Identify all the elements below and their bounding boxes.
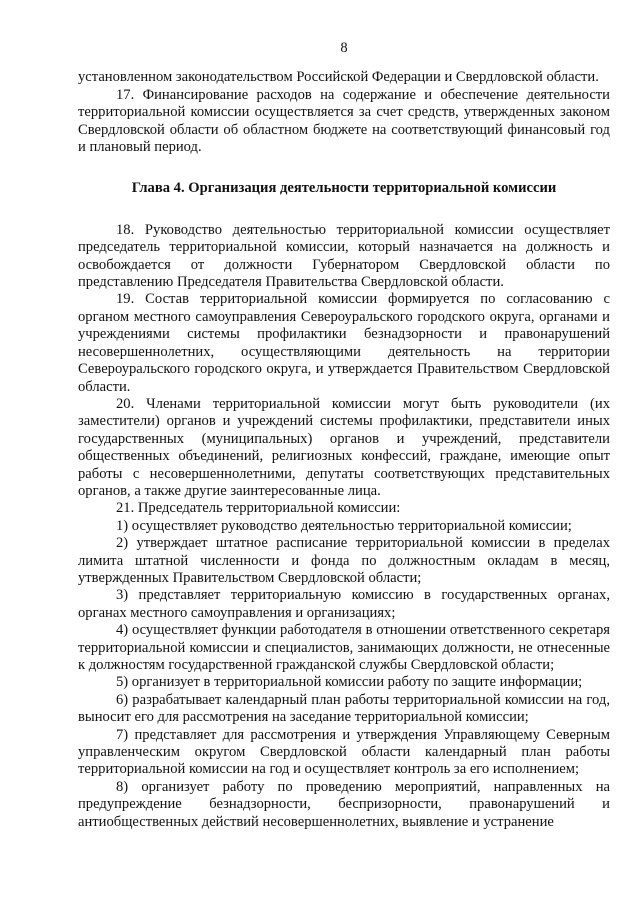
- list-item-3: 3) представляет территориальную комиссию в государственных органах, органах местного самоуправления и организациях;: [78, 587, 610, 621]
- list-item-6: 6) разрабатывает календарный план работы территориальной комиссии на год, выносит его для рассмотрения на заседание территориальной комиссии;: [78, 691, 610, 726]
- paragraph-19: 19. Состав территориальной комиссии формируется по согласованию с органом местного самоуправления Североуральского городского округа, органами и учреждениями системы профилактики безнадзорности и правонарушений несовершеннолетних, осуществляющими деятельность на территории Североуральского городского округа, и утверждается Правительством Свердловской области.: [78, 291, 610, 395]
- chapter-heading: Глава 4. Организация деятельности территориальной комиссии: [131, 180, 557, 197]
- paragraph-continuation: установленном законодательством Российской Федерации и Свердловской области.: [78, 69, 599, 86]
- list-item-5: 5) организует в территориальной комиссии работу по защите информации;: [116, 674, 583, 691]
- paragraph-21: 21. Председатель территориальной комиссии:: [116, 500, 401, 517]
- paragraph-17: 17. Финансирование расходов на содержание и обеспечение деятельности территориальной комиссии осуществляется за счет средств, утвержденных законом Свердловской области об областном бюджете на соответствующий финансовый год и плановый период.: [78, 86, 610, 156]
- page-number: 8: [340, 40, 348, 56]
- list-item-4: 4) осуществляет функции работодателя в отношении ответственного секретаря территориальной комиссии и специалистов, занимающих должности, не отнесенные к должностям государственной гражданской службы Свердловской области;: [78, 622, 610, 673]
- list-item-2: 2) утверждает штатное расписание территориальной комиссии в пределах лимита штатной численности и фонда по должностным окладам в месяц, утвержденных Правительством Свердловской области;: [78, 535, 610, 586]
- list-item-7: 7) представляет для рассмотрения и утверждения Управляющему Северным управленческим округом Свердловской области календарный план работы территориальной комиссии на год и осуществляет контроль за его исполнением;: [78, 726, 610, 778]
- list-item-1: 1) осуществляет руководство деятельностью территориальной комиссии;: [116, 517, 572, 534]
- paragraph-20: 20. Членами территориальной комиссии могут быть руководители (их заместители) органов и учреждений системы профилактики, представители иных государственных (муниципальных) органов и учреждений, представители общественных объединений, религиозных конфессий, граждане, имеющие опыт работы с несовершеннолетними, депутаты соответствующих представительных органов, а также другие заинтересованные лица.: [78, 395, 610, 499]
- document-page: [78, 40, 610, 831]
- list-item-8: 8) организует работу по проведению мероприятий, направленных на предупреждение безнадзорности, беспризорности, правонарушений и антиобщественных действий несовершеннолетних, выявление и устранение: [78, 778, 610, 830]
- paragraph-18: 18. Руководство деятельностью территориальной комиссии осуществляет председатель территориальной комиссии, который назначается на должность и освобождается от должности Губернатором Свердловской области по представлению Председателя Правительства Свердловской области.: [78, 221, 610, 291]
